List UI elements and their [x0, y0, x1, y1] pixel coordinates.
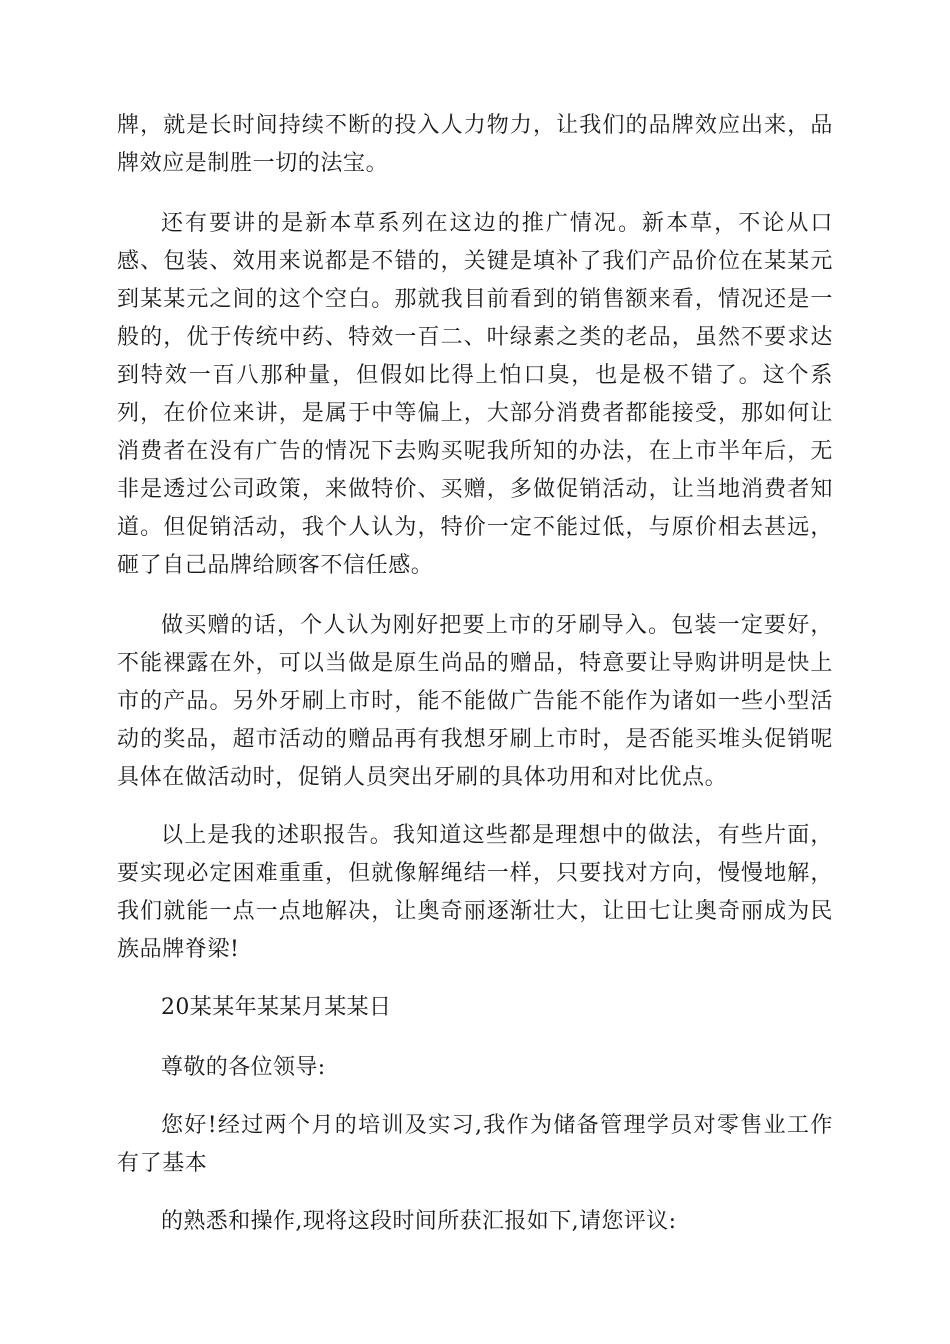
salutation: 尊敬的各位领导:: [161, 1055, 326, 1080]
date-line: 20某某年某某月某某日: [161, 995, 392, 1020]
paragraph-greeting: 您好!经过两个月的培训及实习,我作为储备管理学员对零售业工作有了基本: [117, 1113, 833, 1176]
paragraph-toothbrush-gift: 做买赠的话，个人认为刚好把要上市的牙刷导入。包装一定要好，不能裸露在外，可以当做是原生尚品的赠品，特意要让导购讲明是快上市的产品。另外牙刷上市时，能不能做广告能不能作为诸如一些小型活动的奖品，超市活动的赠品再有我想牙刷上市时，是否能买堆头促销呢具体在做活动时，促销人员突出牙刷的具体功用和对比优点。: [117, 613, 833, 790]
document-body: [117, 107, 833, 1241]
paragraph-new-herbal-series: 还有要讲的是新本草系列在这边的推广情况。新本草，不论从口感、包装、效用来说都是不错的，关键是填补了我们产品价位在某某元到某某元之间的这个空白。那就我目前看到的销售额来看，情况还是一般的，优于传统中药、特效一百二、叶绿素之类的老品，虽然不要求达到特效一百八那种量，但假如比得上怕口臭，也是极不错了。这个系列，在价位来讲，是属于中等偏上，大部分消费者都能接受，那如何让消费者在没有广告的情况下去购买呢我所知的办法，在上市半年后，无非是透过公司政策，来做特价、买赠，多做促销活动，让当地消费者知道。但促销活动，我个人认为，特价一定不能过低，与原价相去甚远，砸了自己品牌给顾客不信任感。: [117, 211, 833, 578]
paragraph-brand-effect: 牌，就是长时间持续不断的投入人力物力，让我们的品牌效应出来，品牌效应是制胜一切的法宝。: [117, 113, 833, 176]
paragraph-conclusion: 以上是我的述职报告。我知道这些都是理想中的做法，有些片面，要实现必定困难重重，但就像解绳结一样，只要找对方向，慢慢地解，我们就能一点一点地解决，让奥奇丽逐渐壮大，让田七让奥奇丽成为民族品牌脊梁!: [117, 823, 833, 962]
paragraph-report-intro: 的熟悉和操作,现将这段时间所获汇报如下,请您评议:: [161, 1209, 677, 1234]
